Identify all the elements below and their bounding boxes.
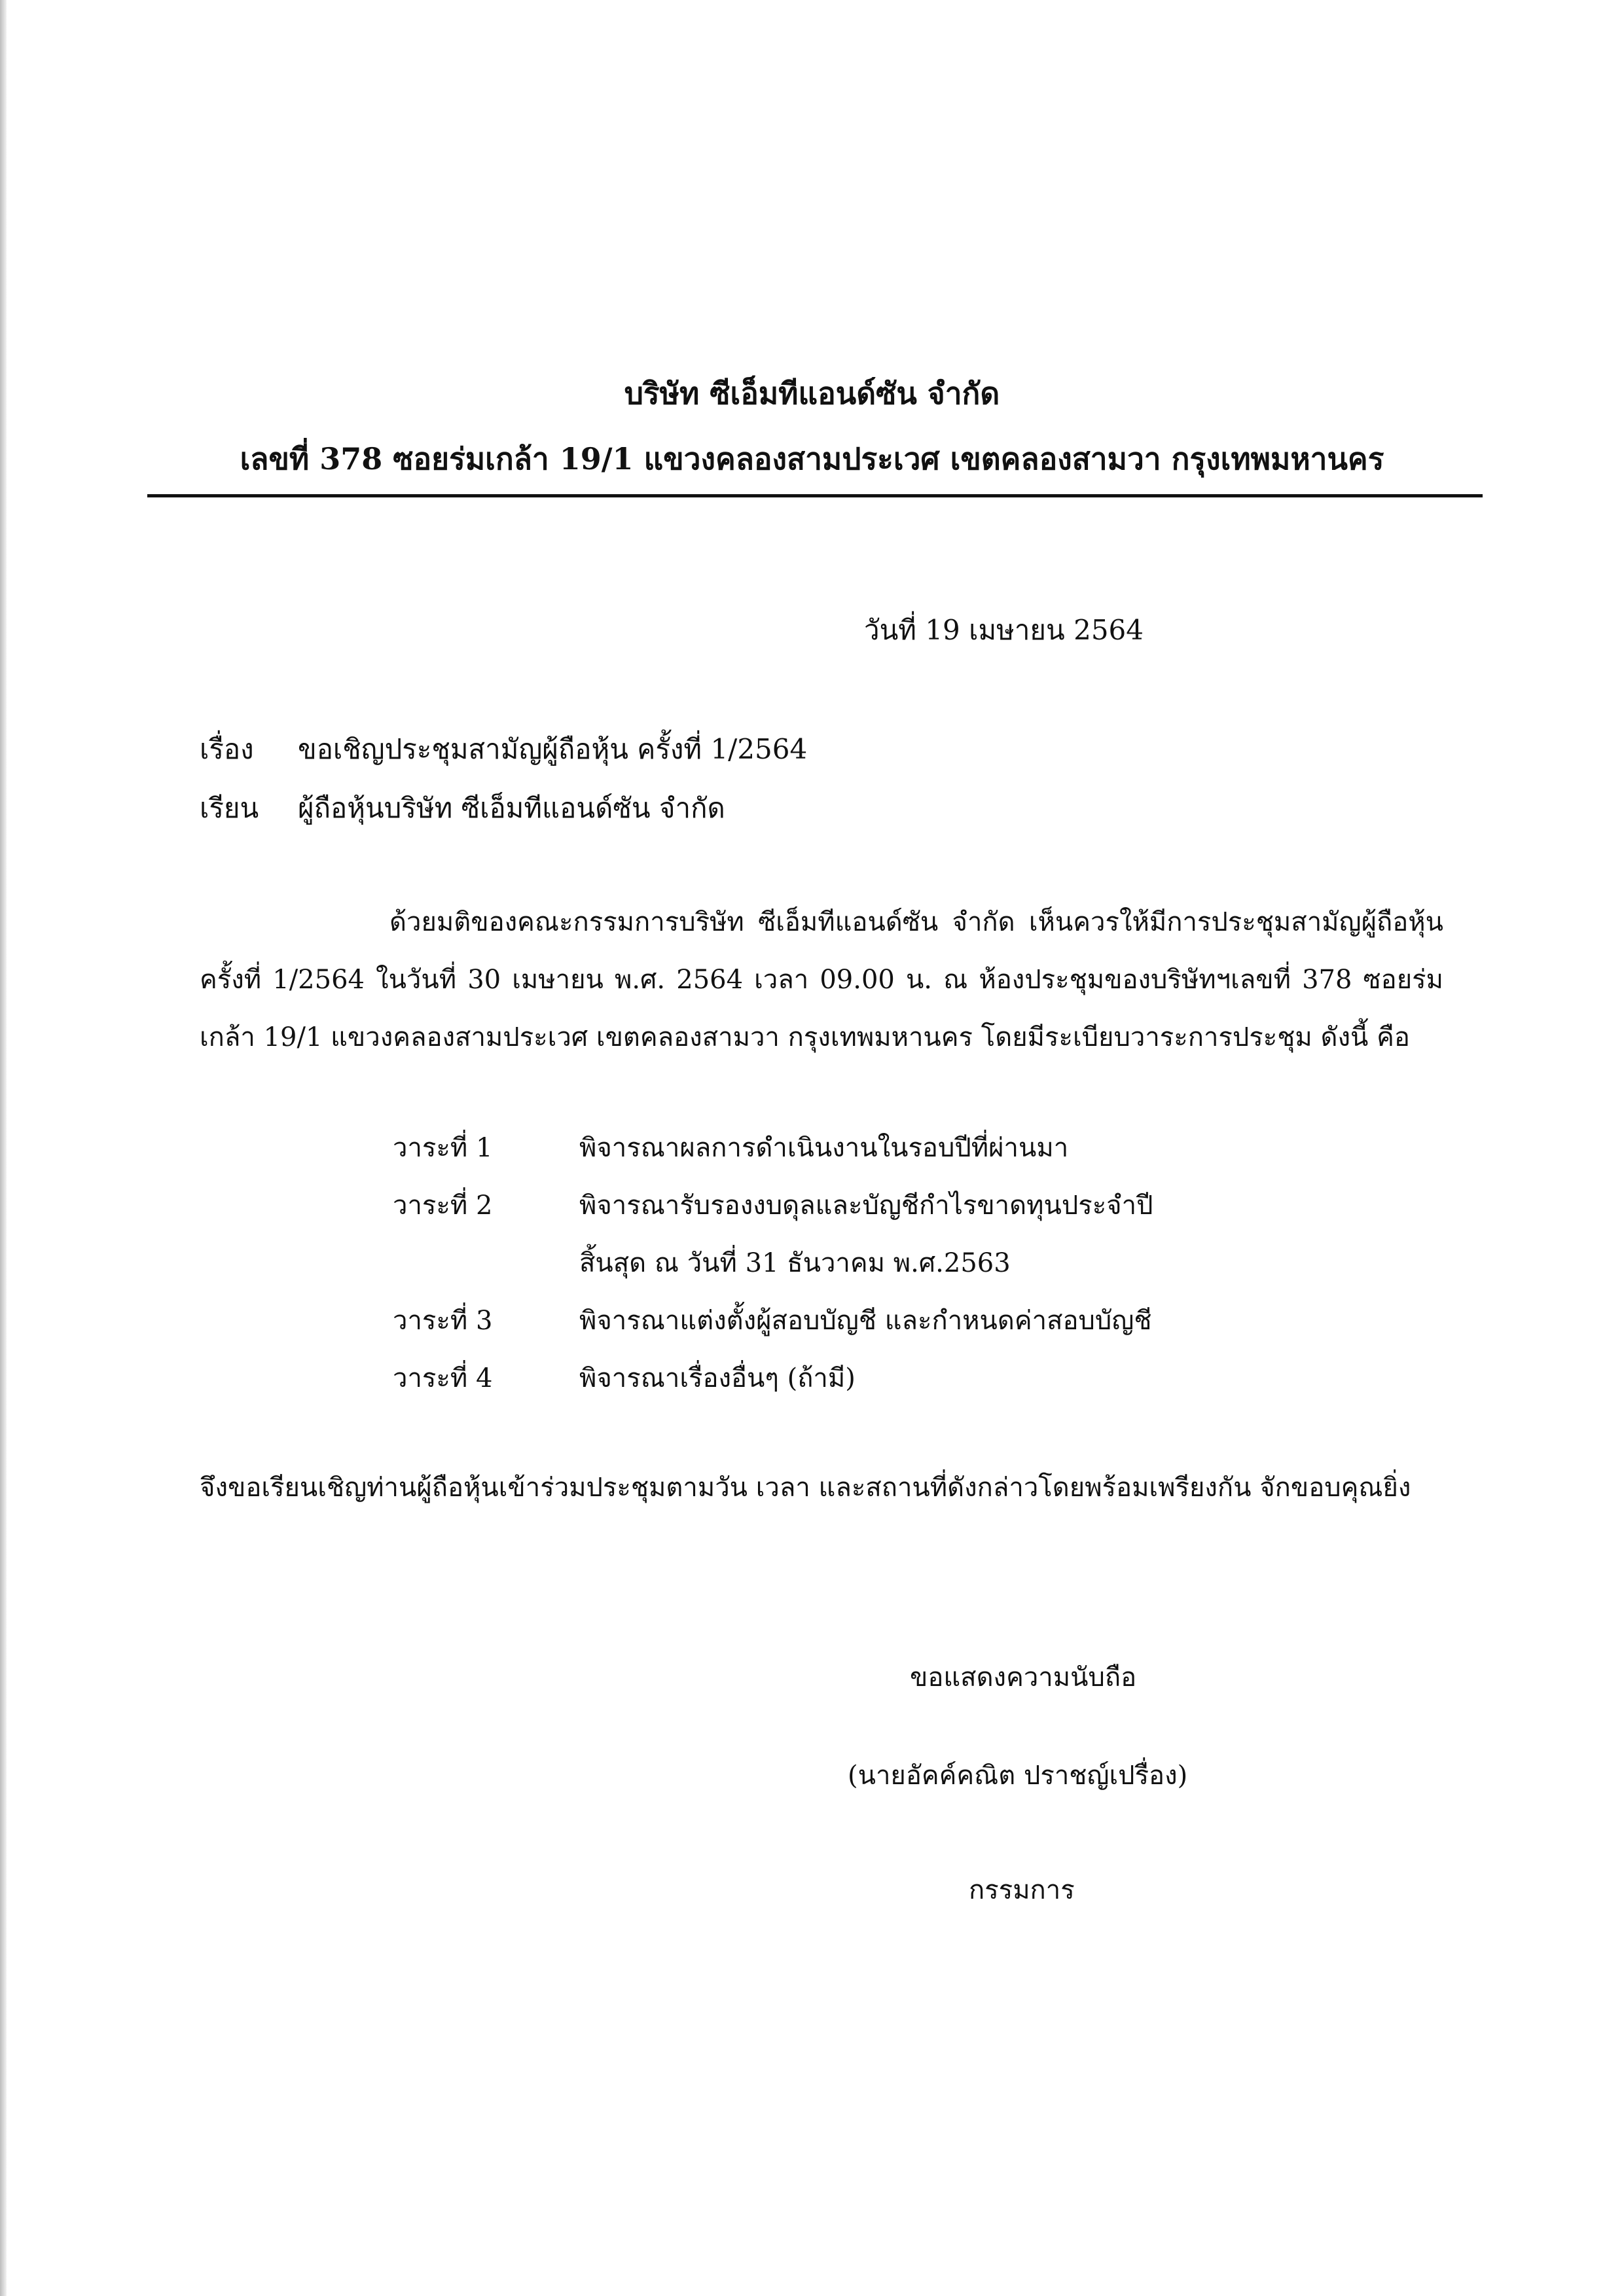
signer-title: กรรมการ: [969, 1875, 1075, 1905]
subject-line: [200, 728, 807, 771]
body-paragraph: ด้วยมติของคณะกรรมการบริษัท ซีเอ็มทีแอนด์ซัน จำกัด เห็นควรให้มีการประชุมสามัญผู้ถือหุ้น ครั้งที่ 1/2564 ในวันที่ 30 เมษายน พ.ศ. 2564 เวลา 09.00 น. ณ ห้องประชุมของบริษัทฯเลขที่ 378 ซอยร่มเกล้า 19/1 แขวงคลองสามประเวศ เขตคลองสามวา กรุงเทพมหานคร โดยมีระเบียบวาระการประชุม ดังนี้ คือ: [200, 907, 1443, 1052]
agenda-list: [393, 1119, 1440, 1407]
agenda-item: [393, 1292, 1440, 1350]
recipient-label: เรียน: [200, 792, 259, 824]
agenda-number: วาระที่ 3: [393, 1306, 493, 1336]
agenda-description: พิจารณาผลการดำเนินงานในรอบปีที่ผ่านมา: [579, 1133, 1069, 1163]
agenda-number: วาระที่ 4: [393, 1363, 493, 1393]
subject-text: ขอเชิญประชุมสามัญผู้ถือหุ้น ครั้งที่ 1/2564: [298, 733, 808, 765]
agenda-number: [393, 1234, 579, 1292]
company-address: เลขที่ 378 ซอยร่มเกล้า 19/1 แขวงคลองสามประเวศ เขตคลองสามวา กรุงเทพมหานคร: [240, 441, 1384, 476]
recipient-text: ผู้ถือหุ้นบริษัท ซีเอ็มทีแอนด์ซัน จำกัด: [298, 792, 725, 824]
closing-regards: ขอแสดงความนับถือ: [910, 1662, 1137, 1693]
header-divider: [147, 494, 1483, 497]
signer-name: (นายอัคค์คณิต ปราชญ์เปรื่อง): [848, 1761, 1188, 1791]
recipient-line: [200, 787, 725, 830]
agenda-description: พิจารณารับรองงบดุลและบัญชีกำไรขาดทุนประจำปี: [579, 1191, 1153, 1221]
closing-paragraph: จึงขอเรียนเชิญท่านผู้ถือหุ้นเข้าร่วมประชุมตามวัน เวลา และสถานที่ดังกล่าวโดยพร้อมเพรียงกัน จักขอบคุณยิ่ง: [200, 1473, 1411, 1503]
agenda-description: พิจารณาแต่งตั้งผู้สอบบัญชี และกำหนดค่าสอบบัญชี: [579, 1306, 1152, 1336]
agenda-item: [393, 1119, 1440, 1177]
agenda-item-continuation: [393, 1234, 1440, 1292]
company-name: บริษัท ซีเอ็มทีแอนด์ซัน จำกัด: [624, 376, 1000, 411]
agenda-item: [393, 1350, 1440, 1407]
letter-date: วันที่ 19 เมษายน 2564: [864, 614, 1144, 646]
agenda-description: พิจารณาเรื่องอื่นๆ (ถ้ามี): [579, 1363, 856, 1393]
agenda-item: [393, 1177, 1440, 1234]
agenda-number: วาระที่ 2: [393, 1191, 493, 1221]
subject-label: เรื่อง: [200, 733, 254, 765]
agenda-number: วาระที่ 1: [393, 1133, 493, 1163]
scan-edge: [0, 0, 7, 2296]
agenda-description: สิ้นสุด ณ วันที่ 31 ธันวาคม พ.ศ.2563: [579, 1248, 1011, 1278]
